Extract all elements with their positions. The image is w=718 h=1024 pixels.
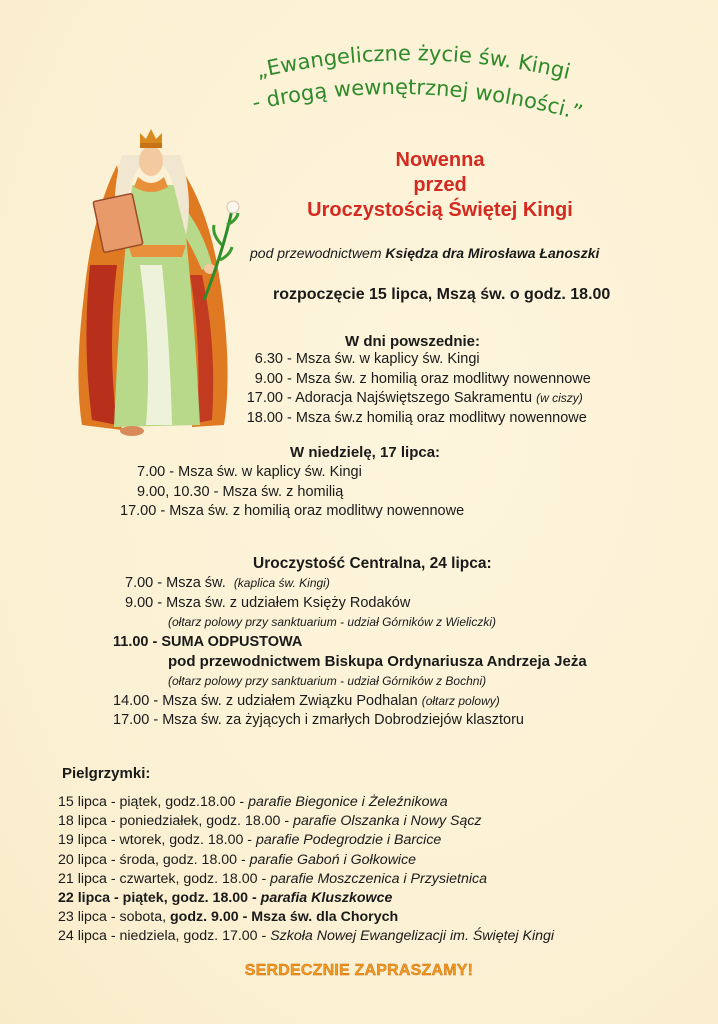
pilgrimage-time: godz. 18.00 — [162, 851, 238, 868]
pilgrimage-desc: Msza św. dla Chorych — [251, 909, 399, 926]
schedule-text: SUMA ODPUSTOWA — [161, 633, 303, 650]
central-title: Uroczystość Centralna, 24 lipca: — [253, 555, 492, 572]
lead-prefix: pod przewodnictwem — [250, 245, 386, 261]
headline — [250, 148, 630, 223]
pilgrimage-day: czwartek — [119, 870, 176, 887]
pilgrimage-item: 24 lipca - niedziela, godz. 17.00 - Szkoła Nowej Ewangelizacji im. Świętej Kingi — [58, 928, 555, 945]
headline-line-1: Nowenna — [395, 149, 485, 171]
schedule-note: (ołtarz polowy) — [421, 693, 500, 708]
schedule-time: 17.00 — [120, 503, 157, 520]
pilgrimage-desc: Szkoła Nowej Ewangelizacji im. Świętej Kingi — [270, 928, 555, 945]
pilgrimage-day: niedziela — [119, 928, 176, 945]
schedule-text: Msza św. w kaplicy św. Kingi — [178, 464, 362, 480]
weekdays-list — [230, 350, 591, 428]
headline-line-3: Uroczystością Świętej Kingi — [307, 199, 573, 221]
schedule-text: Msza św. z udziałem Związku Podhalan — [162, 692, 418, 709]
schedule-subline: pod przewodnictwem Biskupa Ordynariusza Andrzeja Jeża — [168, 653, 587, 671]
schedule-time: 9.00 — [125, 594, 154, 611]
schedule-note: (kaplica św. Kingi) — [233, 576, 330, 590]
sunday-list — [120, 463, 464, 522]
pilgrimage-day: wtorek — [119, 832, 162, 849]
pilgrimage-day: poniedziałek — [119, 813, 199, 830]
pilgrimage-desc: parafie Biegonice i Żeleźnikowa — [248, 794, 448, 810]
schedule-item: 7.00 - Msza św. w kaplicy św. Kingi — [137, 464, 362, 480]
schedule-item: 9.00 - Msza św. z udziałem Księży Rodaków — [125, 594, 411, 611]
lead-line — [250, 245, 599, 261]
pilgrimage-item: 20 lipca - środa, godz. 18.00 - parafie Gaboń i Gołkowice — [58, 851, 417, 868]
saint-kinga-illustration — [62, 125, 252, 450]
pilgrimage-item: 22 lipca - piątek, godz. 18.00 - parafia Kluszkowce — [58, 890, 393, 907]
pilgrimage-day: sobota — [119, 909, 163, 926]
pilgrimage-date: 15 lipca — [58, 794, 107, 810]
schedule-text: Adoracja Najświętszego Sakramentu — [295, 390, 533, 407]
pilgrimage-time: godz. 18.00 — [206, 813, 281, 830]
pilgrimage-time: godz. 18.00 — [171, 890, 249, 907]
pilgrimage-day: piątek — [122, 890, 164, 907]
pilgrimage-date: 24 lipca — [58, 928, 107, 945]
pilgrimage-date: 21 lipca — [58, 870, 107, 887]
schedule-item: 17.00 - Msza św. za żyjących i zmarłych Dobrodziejów klasztoru — [113, 712, 524, 729]
pilgrimage-item: 23 lipca - sobota, godz. 9.00 - Msza św. dla Chorych — [58, 909, 399, 926]
pilgrimages-title: Pielgrzymki: — [62, 765, 151, 782]
schedule-subnote — [113, 672, 587, 692]
motto-line-2: - drogą wewnętrznej wolności.” — [249, 74, 586, 126]
schedule-text: Msza św. z homilią — [222, 483, 344, 500]
schedule-item: 14.00 - Msza św. z udziałem Związku Podhalan (ołtarz polowy) — [113, 692, 500, 709]
schedule-item: 9.00, 10.30 - Msza św. z homilią — [137, 483, 344, 500]
start-line: rozpoczęcie 15 lipca, Mszą św. o godz. 18.00 — [273, 286, 611, 303]
schedule-text: Msza św. z homilią oraz modlitwy nowennowe — [295, 370, 591, 387]
schedule-time: 7.00 — [137, 464, 166, 480]
schedule-time: 11.00 — [113, 633, 149, 650]
schedule-item: 9.00 - Msza św. z homilią oraz modlitwy nowennowe — [230, 370, 591, 390]
pilgrimage-item: 21 lipca - czwartek, godz. 18.00 - parafie Moszczenica i Przysietnica — [58, 870, 487, 887]
schedule-text: Msza św. z homilią oraz modlitwy nowennowe — [169, 503, 465, 520]
motto-line-1: „Ewangeliczne życie św. Kingi — [253, 41, 573, 84]
schedule-note: (ołtarz polowy przy sanktuarium - udział Górników z Bochni) — [168, 673, 487, 688]
headline-line-2: przed — [413, 174, 467, 196]
schedule-subnote — [113, 613, 587, 633]
schedule-text: Msza św. z udziałem Księży Rodaków — [166, 594, 411, 611]
pilgrimage-day: piątek — [119, 794, 158, 810]
schedule-time: 7.00 — [125, 575, 154, 591]
pilgrimage-time: godz. 9.00 — [170, 909, 239, 926]
schedule-time: 9.00 — [254, 370, 283, 387]
schedule-item: 17.00 - Msza św. z homilią oraz modlitwy nowennowe — [120, 503, 465, 520]
pilgrimage-time: godz. 17.00 — [183, 928, 258, 945]
schedule-item: 18.00 - Msza św.z homilią oraz modlitwy nowennowe — [230, 409, 591, 429]
pilgrimage-item: 19 lipca - wtorek, godz. 18.00 - parafie Podegrodzie i Barcice — [58, 832, 442, 849]
weekdays-title: W dni powszednie: — [345, 333, 480, 350]
schedule-item: 6.30 - Msza św. w kaplicy św. Kingi — [230, 350, 591, 370]
pilgrimage-date: 18 lipca — [58, 813, 107, 830]
schedule-time: 14.00 — [113, 692, 150, 709]
pilgrimage-date: 20 lipca — [58, 851, 107, 868]
pilgrimage-time: godz.18.00 — [165, 794, 236, 810]
schedule-time: 18.00 — [246, 409, 283, 426]
pilgrimage-item: 18 lipca - poniedziałek, godz. 18.00 - parafie Olszanka i Nowy Sącz — [58, 813, 482, 830]
pilgrimage-date: 22 lipca — [58, 890, 111, 907]
closing-invitation: SERDECZNIE ZAPRASZAMY! — [244, 962, 474, 979]
schedule-text: Msza św. za żyjących i zmarłych Dobrodziejów klasztoru — [162, 712, 524, 729]
pilgrimage-day: środa — [119, 851, 156, 868]
pilgrimage-desc: parafie Moszczenica i Przysietnica — [270, 870, 487, 887]
pilgrimage-item: 15 lipca - piątek, godz.18.00 - parafie Biegonice i Żeleźnikowa — [58, 794, 448, 810]
pilgrimage-time: godz. 18.00 — [183, 870, 258, 887]
motto — [240, 30, 640, 150]
schedule-time: 9.00, 10.30 — [137, 483, 210, 500]
pilgrimage-time: godz. 18.00 — [169, 832, 244, 849]
schedule-time: 17.00 — [246, 390, 283, 407]
pilgrimage-desc: parafie Gaboń i Gołkowice — [249, 851, 417, 868]
schedule-item: 17.00 - Adoracja Najświętszego Sakramentu (w ciszy) — [230, 389, 591, 409]
schedule-item: 7.00 - Msza św. (kaplica św. Kingi) — [125, 575, 330, 591]
schedule-time: 17.00 — [113, 712, 150, 729]
schedule-text: Msza św. w kaplicy św. Kingi — [295, 351, 480, 367]
schedule-item-highlight: 11.00 - SUMA ODPUSTOWA — [113, 633, 303, 650]
schedule-note: (ołtarz polowy przy sanktuarium - udział Górników z Wieliczki) — [168, 615, 496, 630]
schedule-text: Msza św. — [166, 575, 226, 591]
central-list — [113, 574, 587, 731]
pilgrimage-desc: parafie Podegrodzie i Barcice — [255, 832, 442, 849]
schedule-time: 6.30 — [254, 351, 283, 367]
schedule-text: Msza św.z homilią oraz modlitwy nowennowe — [295, 409, 587, 426]
pilgrimages-list — [58, 793, 554, 947]
pilgrimage-desc: parafie Olszanka i Nowy Sącz — [293, 813, 482, 830]
pilgrimage-date: 19 lipca — [58, 832, 107, 849]
pilgrimage-date: 23 lipca — [58, 909, 107, 926]
pilgrimage-desc: parafia Kluszkowce — [260, 890, 393, 907]
lead-name: Księdza dra Mirosława Łanoszki — [385, 245, 600, 261]
schedule-note: (w ciszy) — [536, 391, 583, 406]
sunday-title: W niedzielę, 17 lipca: — [290, 444, 441, 461]
